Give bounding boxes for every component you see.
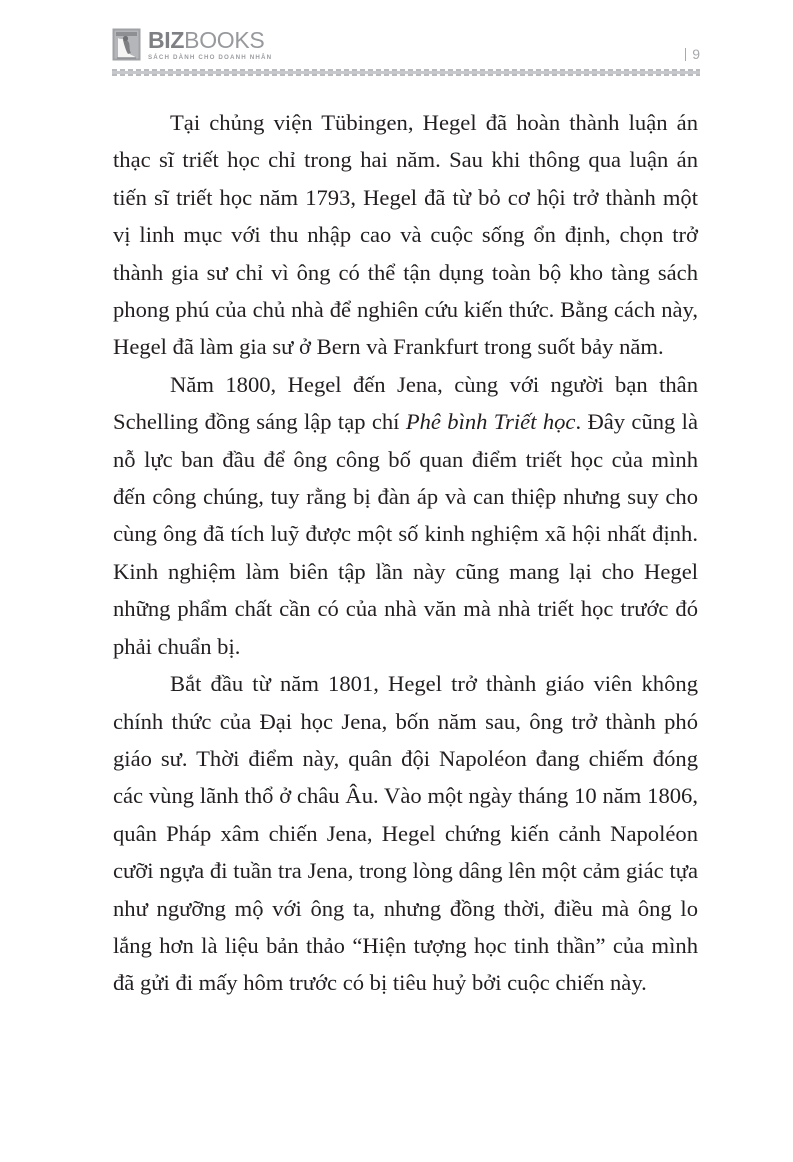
body-paragraph-2 xyxy=(113,366,698,665)
brand-wordmark-biz: BIZ xyxy=(148,27,185,53)
folio-separator-bar xyxy=(685,48,686,61)
page-body xyxy=(113,104,698,1002)
brand-wordmark xyxy=(148,29,272,52)
para2-tail-text: . Đây cũng là nỗ lực ban đầu để ông công bố quan điểm triết học của mình đến công chúng, tuy rằng bị đàn áp và can thiệp nhưng suy cho cùng ông đã tích luỹ được một số kinh nghiệm xã hội nhất định. Kinh nghiệm làm biên tập lần này cũng mang lại cho Hegel những phẩm chất cần có của nhà văn mà nhà triết học trước đó phải chuẩn bị. xyxy=(113,409,698,659)
brand-text-block xyxy=(148,28,272,62)
header-decorative-rule xyxy=(112,69,700,76)
para2-lead-text: Năm 1800, Hegel đến Jena, cùng với người bạn thân Schelling đồng sáng lập tạp chí xyxy=(113,371,698,435)
brand-wordmark-books: BOOKS xyxy=(184,27,265,53)
journal-title-italic: Phê bình Triết học xyxy=(405,409,576,435)
brand-tagline: SÁCH DÀNH CHO DOANH NHÂN xyxy=(148,54,273,61)
book-with-figure-logo-icon xyxy=(112,28,141,61)
bizbooks-logo xyxy=(112,28,272,62)
body-paragraph-3: Bắt đầu từ năm 1801, Hegel trở thành giáo viên không chính thức của Đại học Jena, bốn năm sau, ông trở thành phó giáo sư. Thời điểm này, quân đội Napoléon đang chiếm đóng các vùng lãnh thổ ở châu Âu. Vào một ngày tháng 10 năm 1806, quân Pháp xâm chiến Jena, Hegel chứng kiến cảnh Napoléon cưỡi ngựa đi tuần tra Jena, trong lòng dâng lên một cảm giác tựa như ngưỡng mộ với ông ta, nhưng đồng thời, điều mà ông lo lắng hơn là liệu bản thảo “Hiện tượng học tinh thần” của mình đã gửi đi mấy hôm trước có bị tiêu huỷ bởi cuộc chiến này. xyxy=(113,671,698,996)
page-folio xyxy=(685,46,700,62)
body-paragraph-1: Tại chủng viện Tübingen, Hegel đã hoàn thành luận án thạc sĩ triết học chỉ trong hai năm. Sau khi thông qua luận án tiến sĩ triết học năm 1793, Hegel đã từ bỏ cơ hội trở thành một vị linh mục với thu nhập cao và cuộc sống ổn định, chọn trở thành gia sư chỉ vì ông có thể tận dụng toàn bộ kho tàng sách phong phú của chủ nhà để nghiên cứu kiến thức. Bằng cách này, Hegel đã làm gia sư ở Bern và Frankfurt trong suốt bảy năm. xyxy=(113,110,698,360)
page-number: 9 xyxy=(692,46,700,62)
